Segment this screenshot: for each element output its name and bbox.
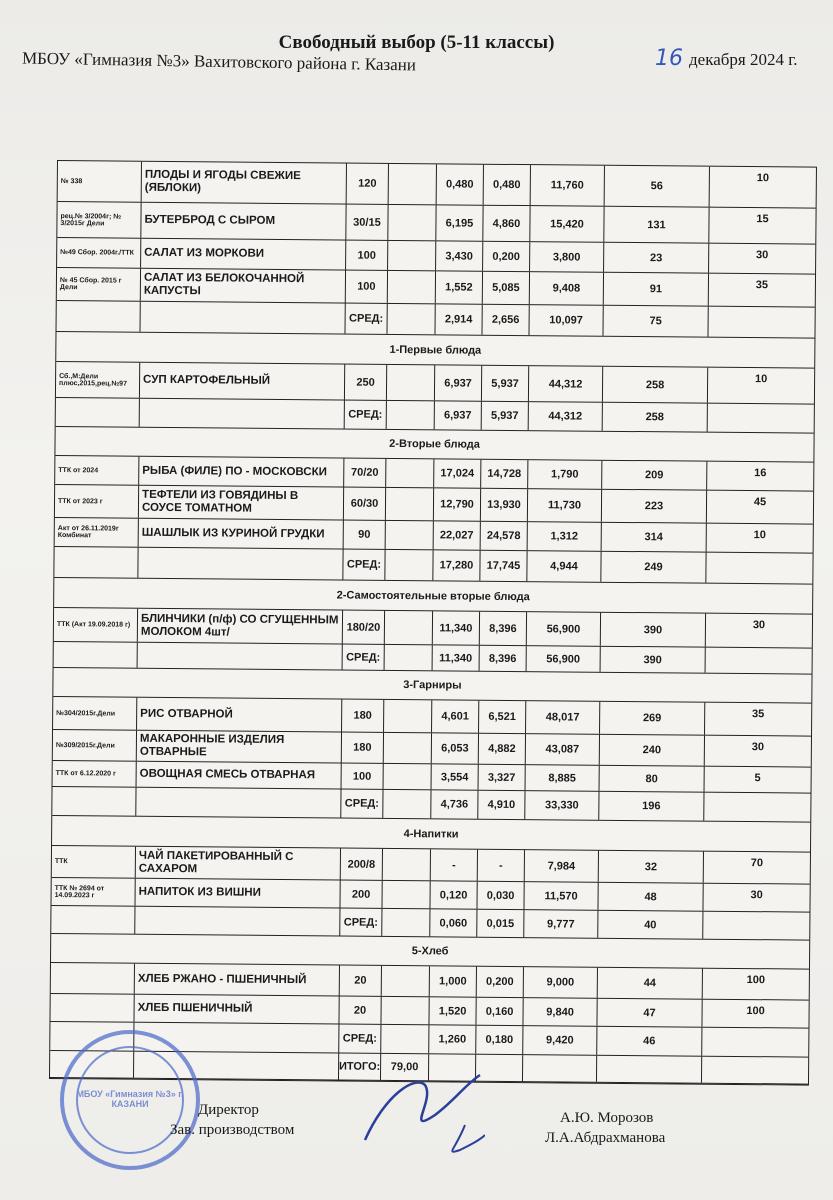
cell-blank [387, 304, 435, 334]
cell-name [140, 399, 345, 429]
cell-fat: 5,937 [482, 366, 529, 401]
cell-carbs: 8,885 [526, 765, 600, 791]
cell-weight: 90 [344, 521, 386, 549]
cell-blank [383, 849, 431, 880]
cell-protein: 3,554 [432, 764, 479, 789]
cell-kcal: 390 [601, 647, 706, 673]
production-head-title: Зав. производством [170, 1122, 295, 1138]
signatory-titles [170, 1100, 294, 1140]
cell-code: № 45 Сбор. 2015 г Дели [57, 268, 141, 301]
cell-fat: 13,930 [481, 489, 528, 521]
cell-fat: 0,200 [483, 242, 530, 271]
menu-table [49, 160, 817, 1086]
cell-fat: 4,910 [478, 791, 525, 819]
cell-kcal: 131 [604, 207, 709, 243]
cell-protein: 1,000 [430, 966, 477, 996]
cell-weight: СРЕД: [343, 645, 385, 670]
cell-name [141, 302, 346, 334]
cell-price: 10 [754, 373, 768, 386]
cell-fat: 2,656 [482, 305, 529, 335]
cell-carbs: 9,408 [530, 272, 604, 305]
date-day: 16 [655, 46, 683, 71]
cell-weight: 20 [339, 996, 381, 1023]
cell-carbs: 56,900 [527, 646, 601, 672]
cell-kcal: 269 [600, 702, 705, 735]
cell-price: 100 [746, 974, 766, 987]
cell-code: ТТК от 2024 [55, 456, 139, 485]
section-title: 2-Вторые блюда [389, 437, 480, 451]
cell-fat: 0,480 [484, 165, 531, 205]
cell-price: 35 [752, 708, 765, 721]
cell-fat: 4,860 [483, 206, 530, 241]
cell-name: ТЕФТЕЛИ ИЗ ГОВЯДИНЫ В СОУСЕ ТОМАТНОМ [139, 486, 344, 520]
cell-name: РЫБА (ФИЛЕ) ПО - МОСКОВСКИ [139, 457, 344, 487]
cell-blank [382, 881, 430, 908]
cell-kcal: 32 [599, 851, 704, 883]
cell-carbs: 48,017 [526, 701, 600, 734]
cell-name: БЛИНЧИКИ (п/ф) СО СГУЩЕННЫМ МОЛОКОМ 4шт/ [138, 609, 343, 644]
table-row [58, 161, 816, 209]
cell-protein: 1,552 [436, 271, 483, 303]
cell-protein: 6,053 [432, 733, 479, 763]
cell-protein: 2,914 [435, 304, 482, 334]
cell-price [706, 648, 812, 674]
cell-name: ОВОЩНАЯ СМЕСЬ ОТВАРНАЯ [137, 762, 342, 789]
document-date [655, 46, 798, 71]
cell-code [54, 547, 138, 578]
cell-protein: 11,340 [433, 645, 480, 670]
cell-carbs: 10,097 [529, 305, 603, 336]
cell-kcal: 91 [604, 273, 709, 306]
cell-blank [384, 764, 432, 789]
document-title: Свободный выбор (5-11 классы) [278, 32, 555, 53]
cell-blank [384, 733, 432, 763]
cell-kcal: 240 [600, 735, 705, 766]
cell-name [136, 788, 341, 818]
cell-protein: 1,520 [429, 997, 476, 1024]
cell-weight: 200 [340, 881, 382, 908]
cell-name: ЧАЙ ПАКЕТИРОВАННЫЙ С САХАРОМ [136, 847, 341, 880]
cell-fat: 3,327 [479, 765, 526, 790]
cell-weight: 200/8 [341, 849, 383, 880]
cell-code [52, 787, 136, 816]
cell-blank [382, 909, 430, 936]
cell-protein: 0,060 [430, 909, 477, 936]
cell-fat: 8,396 [480, 646, 527, 671]
cell-fat: 24,578 [481, 522, 528, 550]
cell-code: Акт от 26.11.2019г Комбинат [55, 518, 139, 547]
cell-price: 30 [750, 889, 763, 902]
cell-carbs: 1,790 [528, 460, 602, 489]
cell-kcal [597, 1056, 702, 1083]
cell-price: 16 [754, 467, 767, 480]
cell-name: МАКАРОННЫЕ ИЗДЕЛИЯ ОТВАРНЫЕ [137, 731, 342, 763]
cell-blank [381, 1025, 429, 1053]
cell-kcal: 46 [597, 1027, 702, 1056]
cell-kcal: 80 [600, 766, 705, 792]
cell-code: рец.№ 3/2004г; № 3/2015г Дели [57, 202, 141, 238]
cell-carbs: 11,760 [531, 165, 605, 206]
cell-blank [382, 966, 430, 996]
cell-fat: 8,396 [480, 612, 527, 645]
signatory-names [545, 1108, 665, 1148]
cell-code [57, 301, 141, 332]
cell-code: №49 Сбор. 2004г./ТТК [57, 238, 141, 268]
cell-kcal: 249 [601, 552, 706, 583]
cell-kcal: 48 [598, 883, 703, 911]
cell-name: РИС ОТВАРНОЙ [137, 698, 342, 732]
cell-fat: 6,521 [479, 701, 526, 733]
cell-carbs: 1,312 [528, 522, 602, 551]
section-title: 1-Первые блюда [389, 343, 482, 357]
cell-code [54, 642, 138, 668]
cell-code: №309/2015г.Дели [53, 730, 137, 761]
cell-blank [386, 521, 434, 549]
cell-blank [388, 205, 436, 240]
cell-kcal: 47 [597, 999, 702, 1027]
cell-blank [388, 271, 436, 303]
cell-blank [385, 550, 433, 580]
cell-name [138, 643, 343, 670]
cell-kcal: 196 [599, 792, 704, 821]
cell-blank [387, 401, 435, 429]
cell-weight: СРЕД: [339, 1024, 381, 1052]
cell-kcal: 223 [602, 490, 707, 523]
cell-name: ПЛОДЫ И ЯГОДЫ СВЕЖИЕ (ЯБЛОКИ) [142, 162, 347, 204]
cell-name: САЛАТ ИЗ БЕЛОКОЧАННОЙ КАПУСТЫ [141, 269, 346, 303]
cell-weight: 120 [347, 164, 389, 204]
cell-protein: 0,480 [437, 164, 484, 204]
cell-price: 10 [756, 172, 770, 185]
cell-protein: 4,601 [432, 700, 479, 732]
cell-protein: 17,280 [433, 550, 480, 580]
cell-kcal: 40 [598, 911, 703, 939]
cell-weight: 70/20 [344, 459, 386, 487]
cell-fat: 0,015 [477, 910, 524, 937]
cell-fat: 0,030 [477, 882, 524, 909]
cell-code: №304/2015г.Дели [53, 697, 137, 730]
cell-carbs: 9,777 [524, 910, 598, 938]
cell-name: ХЛЕБ РЖАНО - ПШЕНИЧНЫЙ [135, 964, 340, 996]
cell-weight: 100 [342, 764, 384, 789]
cell-code [50, 994, 134, 1022]
cell-blank [386, 488, 434, 520]
cell-protein: 22,027 [434, 521, 481, 549]
cell-weight: СРЕД: [340, 909, 382, 936]
director-title: Директор [198, 1102, 259, 1118]
stamp-text: МБОУ «Гимназия №3» г. КАЗАНИ [76, 1089, 184, 1109]
cell-protein: 4,736 [431, 790, 478, 818]
cell-carbs: 44,312 [529, 366, 603, 402]
cell-name [138, 548, 343, 580]
cell-weight: 180 [342, 733, 384, 763]
cell-protein: 0,120 [430, 881, 477, 908]
cell-weight: СРЕД: [345, 401, 387, 429]
cell-fat: 14,728 [481, 460, 528, 488]
cell-weight: СРЕД: [345, 304, 387, 334]
cell-carbs: 9,840 [523, 998, 597, 1026]
cell-fat: 0,160 [476, 998, 523, 1025]
cell-fat: 0,180 [476, 1026, 523, 1054]
cell-price: 30 [751, 741, 765, 754]
cell-kcal: 314 [602, 523, 707, 552]
cell-weight: СРЕД: [343, 550, 385, 580]
cell-price: 35 [755, 279, 769, 292]
cell-name: ХЛЕБ ПШЕНИЧНЫЙ [134, 995, 339, 1024]
cell-carbs: 43,087 [526, 734, 600, 765]
date-month-year: декабря 2024 г. [689, 50, 798, 69]
cell-code: Сб.,М:Дели плюс,2015,рец.№97 [56, 362, 140, 398]
cell-weight: ИТОГО: [339, 1053, 381, 1079]
cell-carbs: 4,944 [527, 551, 601, 582]
cell-price: 5 [754, 772, 761, 785]
cell-price: 30 [752, 619, 766, 632]
cell-weight: 250 [345, 365, 387, 400]
cell-price [706, 553, 812, 584]
signature-image [345, 1055, 485, 1165]
cell-fat: - [478, 850, 525, 881]
cell-protein: 12,790 [434, 488, 481, 520]
cell-kcal: 56 [605, 166, 710, 207]
cell-kcal: 258 [603, 403, 708, 432]
cell-code [51, 906, 135, 934]
cell-kcal: 75 [603, 306, 708, 337]
cell-fat: 17,745 [480, 551, 527, 581]
cell-fat: 4,882 [479, 734, 526, 764]
cell-blank [384, 700, 432, 732]
cell-kcal: 258 [603, 367, 708, 403]
cell-code: ТТК от 6.12.2020 г [53, 761, 137, 787]
cell-kcal: 44 [598, 968, 703, 999]
cell-price [702, 1057, 808, 1084]
cell-blank [385, 645, 433, 670]
cell-blank [387, 365, 435, 400]
cell-protein: 3,430 [436, 241, 483, 270]
cell-protein: - [431, 849, 478, 880]
cell-code: № 338 [58, 161, 142, 202]
cell-price: 15 [756, 213, 769, 226]
cell-carbs: 11,730 [528, 489, 602, 522]
cell-blank [389, 164, 437, 204]
cell-weight: 180 [342, 700, 384, 732]
cell-code [56, 398, 140, 427]
cell-price [703, 912, 809, 940]
section-title: 4-Напитки [403, 827, 459, 841]
cell-name [135, 907, 340, 936]
cell-fat: 5,085 [483, 272, 530, 304]
cell-name: САЛАТ ИЗ МОРКОВИ [141, 239, 346, 270]
cell-blank [385, 611, 433, 644]
cell-carbs: 33,330 [525, 791, 599, 820]
cell-code: ТТК № 2694 от 14.09.2023 г [51, 878, 135, 906]
cell-price: 30 [756, 249, 769, 262]
cell-weight: 180/20 [343, 611, 385, 644]
cell-protein: 6,195 [436, 205, 483, 240]
cell-protein: 6,937 [435, 365, 482, 400]
cell-fat: 5,937 [482, 402, 529, 430]
production-head-name: Л.А.Абдрахманова [545, 1130, 666, 1146]
cell-weight: 20 [340, 966, 382, 996]
cell-carbs: 44,312 [529, 402, 603, 431]
cell-protein: 1,260 [429, 1025, 476, 1053]
cell-code [51, 963, 135, 994]
cell-code: ТТК (Акт 19.09.2018 г) [54, 608, 138, 642]
cell-carbs: 9,420 [523, 1026, 597, 1055]
cell-weight: 60/30 [344, 488, 386, 520]
cell-blank [381, 997, 429, 1024]
section-title: 2-Самостоятельные вторые блюда [336, 588, 530, 603]
cell-price: 10 [753, 529, 766, 542]
cell-carbs [523, 1055, 597, 1082]
cell-fat: 0,200 [477, 967, 524, 997]
cell-weight: СРЕД: [341, 790, 383, 818]
cell-price [708, 307, 814, 338]
cell-protein: 11,340 [433, 611, 480, 644]
section-title: 3-Гарниры [403, 679, 462, 692]
cell-price [704, 793, 810, 822]
cell-price: 45 [753, 496, 767, 509]
cell-blank: 79,00 [381, 1054, 429, 1080]
cell-price: 70 [750, 857, 764, 870]
cell-carbs: 11,570 [524, 882, 598, 910]
cell-name: СУП КАРТОФЕЛЬНЫЙ [140, 363, 345, 400]
cell-weight: 100 [346, 271, 388, 303]
cell-name: БУТЕРБРОД С СЫРОМ [141, 203, 346, 240]
cell-price [708, 404, 814, 433]
cell-weight: 30/15 [346, 205, 388, 240]
cell-blank [383, 790, 431, 818]
cell-kcal: 209 [602, 461, 707, 490]
cell-kcal: 390 [601, 613, 706, 647]
cell-price [702, 1028, 808, 1057]
cell-carbs: 7,984 [525, 850, 599, 882]
cell-protein: 17,024 [434, 459, 481, 487]
cell-name: НАПИТОК ИЗ ВИШНИ [135, 879, 340, 908]
cell-code: ТТК [52, 846, 136, 878]
section-title: 5-Хлеб [411, 945, 449, 958]
cell-protein: 6,937 [435, 401, 482, 429]
director-name: А.Ю. Морозов [560, 1110, 654, 1126]
cell-price: 100 [746, 1005, 765, 1018]
cell-carbs: 9,000 [524, 967, 598, 998]
cell-code: ТТК от 2023 г [55, 485, 139, 518]
cell-carbs: 56,900 [527, 612, 601, 646]
cell-carbs: 3,800 [530, 242, 604, 272]
school-name: МБОУ «Гимназия №3» Вахитовского района г. Казани [21, 48, 417, 75]
cell-weight: 100 [346, 241, 388, 270]
cell-blank [386, 459, 434, 487]
cell-carbs: 15,420 [530, 206, 604, 242]
cell-name: ШАШЛЫК ИЗ КУРИНОЙ ГРУДКИ [139, 519, 344, 549]
cell-kcal: 23 [604, 243, 709, 273]
cell-blank [388, 241, 436, 270]
